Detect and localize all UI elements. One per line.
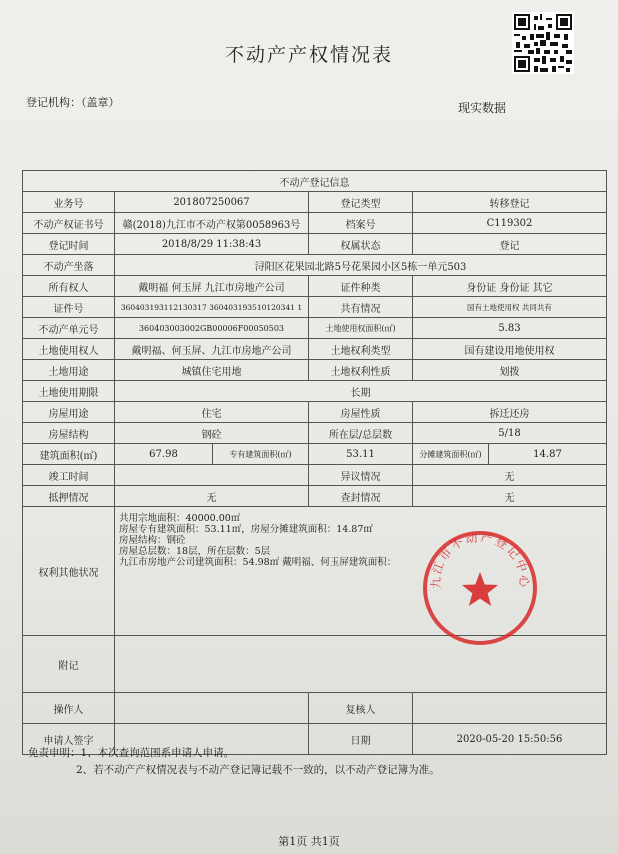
cert-no-value: 赣(2018)九江市不动产权第0058963号 bbox=[115, 213, 309, 234]
registration-org-label: 登记机构：（盖章） bbox=[26, 96, 120, 109]
applicant-label: 申请人签字 bbox=[23, 724, 115, 755]
property-info-table bbox=[22, 170, 607, 755]
structure-value: 钢砼 bbox=[115, 423, 309, 444]
shared-area-label: 分摊建筑面积(㎡) bbox=[413, 444, 489, 465]
reviewer-label: 复核人 bbox=[309, 693, 413, 724]
reg-type-value: 转移登记 bbox=[413, 192, 607, 213]
land-use-label: 土地用途 bbox=[23, 360, 115, 381]
reviewer-value bbox=[413, 693, 607, 724]
mortgage-label: 抵押情况 bbox=[23, 486, 115, 507]
operator-label: 操作人 bbox=[23, 693, 115, 724]
table-title: 不动产登记信息 bbox=[23, 171, 607, 192]
owner-label: 所有权人 bbox=[23, 276, 115, 297]
complete-label: 竣工时间 bbox=[23, 465, 115, 486]
rights-label: 权利其他状况 bbox=[23, 507, 115, 636]
land-use-value: 城镇住宅用地 bbox=[115, 360, 309, 381]
house-nature-value: 拆迁还房 bbox=[413, 402, 607, 423]
land-period-value: 长期 bbox=[115, 381, 607, 402]
file-no-value: C119302 bbox=[413, 213, 607, 234]
id-type-label: 证件种类 bbox=[309, 276, 413, 297]
date-value: 2020-05-20 15:50:56 bbox=[413, 724, 607, 755]
reg-type-label: 登记类型 bbox=[309, 192, 413, 213]
floor-value: 5/18 bbox=[413, 423, 607, 444]
land-right-nature-label: 土地权利性质 bbox=[309, 360, 413, 381]
shared-area-value: 14.87 bbox=[489, 444, 607, 465]
unit-no-value: 360403003002GB00006F00050503 bbox=[115, 318, 309, 339]
qr-code-icon bbox=[512, 12, 574, 74]
status-label: 权属状态 bbox=[309, 234, 413, 255]
seal-text: 九江市不动产登记中心 bbox=[428, 530, 532, 590]
land-area-label: 土地使用权面积(㎡) bbox=[309, 318, 413, 339]
seizure-label: 查封情况 bbox=[309, 486, 413, 507]
file-no-label: 档案号 bbox=[309, 213, 413, 234]
id-no-value: 360403193112130317 360403193510120341 1 bbox=[115, 297, 309, 318]
business-no-label: 业务号 bbox=[23, 192, 115, 213]
house-use-label: 房屋用途 bbox=[23, 402, 115, 423]
id-no-label: 证件号 bbox=[23, 297, 115, 318]
house-use-value: 住宅 bbox=[115, 402, 309, 423]
seizure-value: 无 bbox=[413, 486, 607, 507]
land-user-value: 戴明福、何玉屏、九江市房地产公司 bbox=[115, 339, 309, 360]
disclaimer bbox=[28, 745, 440, 779]
floor-label: 所在层/总层数 bbox=[309, 423, 413, 444]
build-area-value: 67.98 bbox=[115, 444, 213, 465]
mortgage-value: 无 bbox=[115, 486, 309, 507]
status-value: 登记 bbox=[413, 234, 607, 255]
reg-time-label: 登记时间 bbox=[23, 234, 115, 255]
document-title: 不动产产权情况表 bbox=[224, 44, 393, 66]
build-area-label: 建筑面积(㎡) bbox=[23, 444, 115, 465]
own-area-value: 53.11 bbox=[309, 444, 413, 465]
land-area-value: 5.83 bbox=[413, 318, 607, 339]
rights-line: 房屋总层数：18层，所在层数：5层 bbox=[119, 546, 271, 557]
objection-label: 异议情况 bbox=[309, 465, 413, 486]
operator-value bbox=[115, 693, 309, 724]
disclaimer-line-1: 免责申明：1、本次查询范围系申请人申请。 bbox=[28, 747, 235, 759]
business-no-value: 201807250067 bbox=[115, 192, 309, 213]
location-value: 浔阳区花果园北路5号花果园小区5栋一单元503 bbox=[115, 255, 607, 276]
id-type-value: 身份证 身份证 其它 bbox=[413, 276, 607, 297]
reg-time-value: 2018/8/29 11:38:43 bbox=[115, 234, 309, 255]
unit-no-label: 不动产单元号 bbox=[23, 318, 115, 339]
rights-line: 房屋结构：钢砼 bbox=[119, 535, 186, 546]
land-user-label: 土地使用权人 bbox=[23, 339, 115, 360]
house-nature-label: 房屋性质 bbox=[309, 402, 413, 423]
official-seal-icon bbox=[420, 528, 540, 648]
rights-line: 共用宗地面积：40000.00㎡ bbox=[119, 513, 241, 524]
rights-line: 房屋专有建筑面积：53.11㎡，房屋分摊建筑面积：14.87㎡ bbox=[119, 524, 373, 535]
own-area-label: 专有建筑面积(㎡) bbox=[213, 444, 309, 465]
land-right-type-value: 国有建设用地使用权 bbox=[413, 339, 607, 360]
objection-value: 无 bbox=[413, 465, 607, 486]
page-number: 第1页 共1页 bbox=[278, 835, 340, 848]
owner-value: 戴明福 何玉屏 九江市房地产公司 bbox=[115, 276, 309, 297]
structure-label: 房屋结构 bbox=[23, 423, 115, 444]
land-period-label: 土地使用期限 bbox=[23, 381, 115, 402]
realtime-data-label: 现实数据 bbox=[458, 101, 507, 115]
complete-value bbox=[115, 465, 309, 486]
date-label: 日期 bbox=[309, 724, 413, 755]
land-right-type-label: 土地权利类型 bbox=[309, 339, 413, 360]
share-value: 国有土地使用权 共同共有 bbox=[413, 297, 607, 318]
note-label: 附记 bbox=[23, 636, 115, 693]
location-label: 不动产坐落 bbox=[23, 255, 115, 276]
disclaimer-line-2: 2、若不动产产权情况表与不动产登记簿记载不一致的，以不动产登记簿为准。 bbox=[76, 764, 440, 776]
cert-no-label: 不动产权证书号 bbox=[23, 213, 115, 234]
share-label: 共有情况 bbox=[309, 297, 413, 318]
land-right-nature-value: 划拨 bbox=[413, 360, 607, 381]
rights-line: 九江市房地产公司建筑面积：54.98㎡ 戴明福、何玉屏建筑面积： bbox=[119, 557, 397, 568]
